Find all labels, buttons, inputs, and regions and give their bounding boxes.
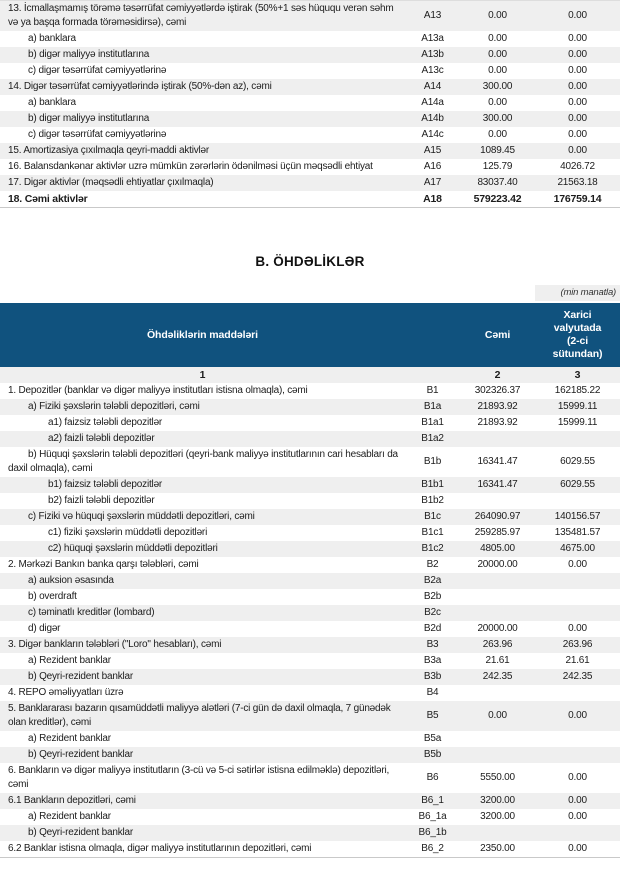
row-label: a) Rezident banklar [28,655,111,666]
row-label: 1. Depozitlər (banklar və digər maliyyə institutları istisna olmaqla), cəmi [8,385,308,396]
row-label: b2) faizli tələbli depozitlər [48,495,155,506]
row-foreign: 0.00 [535,701,620,731]
row-foreign: 15999.11 [535,399,620,415]
row-foreign: 0.00 [568,623,587,634]
row-label: 6.2 Banklar istisna olmaqla, digər maliyyə institutlarının depozitləri, cəmi [8,843,312,854]
row-foreign: 0.00 [568,129,587,140]
row-code: B6_1b [405,825,460,841]
table-row [0,175,620,191]
row-code: B2a [405,573,460,589]
table-row [0,159,620,175]
table-row [0,191,620,208]
table-row [0,399,620,415]
table-row [0,541,620,557]
row-code: B1c [405,509,460,525]
assets-table-body [0,1,620,208]
col-header-total: Cəmi [460,303,535,367]
row-total: 21.61 [485,655,510,666]
table-row [0,111,620,127]
table-row [0,793,620,809]
row-foreign [535,605,620,621]
row-code: B6_1a [418,811,447,822]
row-total: 5550.00 [480,772,515,783]
row-foreign: 0.00 [568,559,587,570]
row-total: 259285.97 [474,527,521,538]
table-row [0,509,620,525]
column-number-2: 2 [460,367,535,383]
row-total: 125.79 [482,161,513,172]
row-total: 3200.00 [480,811,515,822]
table-row [0,557,620,573]
row-label: b) Qeyri-rezident banklar [0,747,405,763]
row-total: 16341.47 [460,477,535,493]
row-label: a1) faizsiz tələbli depozitlər [48,417,163,428]
row-total: 300.00 [460,111,535,127]
row-label: c) digər təsərrüfat cəmiyyətlərinə [28,65,167,76]
table-row [0,637,620,653]
row-total: 4805.00 [460,541,535,557]
row-total: 264090.97 [460,509,535,525]
row-code: B3b [405,669,460,685]
row-label: b) Hüquqi şəxslərin tələbli depozitləri (qeyri-bank maliyyə institutlarının cari hesabları da daxil olmaqla), cəmi [8,449,398,474]
row-code: A14a [421,97,444,108]
row-code: B2b [423,591,442,602]
row-label: a) banklara [28,33,76,44]
row-foreign: 21.61 [565,655,590,666]
row-total [460,589,535,605]
row-label: a) auksion əsasında [0,573,405,589]
row-foreign: 0.00 [568,843,587,854]
row-label: 6.1 Bankların depozitləri, cəmi [0,793,405,809]
row-foreign: 0.00 [535,47,620,63]
table-row [0,573,620,589]
row-total: 21893.92 [460,399,535,415]
row-foreign: 263.96 [535,637,620,653]
row-total [460,825,535,841]
row-foreign: 6029.55 [560,456,595,467]
row-code: B1a2 [405,431,460,447]
row-total: 263.96 [460,637,535,653]
row-code: B6_1 [405,793,460,809]
table-row [0,525,620,541]
row-total [460,493,535,509]
table-row [0,47,620,63]
table-row [0,809,620,825]
table-row [0,731,620,747]
row-total [460,573,535,589]
row-label: 15. Amortizasiya çıxılmaqla qeyri-maddi aktivlər [0,143,405,159]
row-code: B5 [405,701,460,731]
col-header-foreign: Xarici valyutada (2-ci sütundan) [535,303,620,367]
row-foreign: 0.00 [535,79,620,95]
table-row [0,747,620,763]
row-foreign: 242.35 [535,669,620,685]
row-code: A13a [421,33,444,44]
row-foreign: 0.00 [568,97,587,108]
row-code: A16 [423,161,442,172]
row-label: c1) fiziki şəxslərin müddətli depozitləri [48,527,208,538]
row-foreign: 140156.57 [535,509,620,525]
table-row [0,605,620,621]
row-label: 4. REPO əməliyyatları üzrə [8,687,124,698]
row-code: B1b1 [405,477,460,493]
row-label: b) Qeyri-rezident banklar [0,669,405,685]
header-row [0,303,620,367]
row-foreign: 6029.55 [535,477,620,493]
row-total [460,685,535,701]
table-row [0,127,620,143]
row-code: A14c [421,129,444,140]
row-foreign: 176759.14 [553,193,602,205]
table-row [0,653,620,669]
row-foreign: 0.00 [568,772,587,783]
row-label: 14. Digər təsərrüfat cəmiyyətlərində iştirak (50%-dən az), cəmi [0,79,405,95]
row-total: 21893.92 [477,417,518,428]
row-total: 0.00 [488,33,507,44]
row-code: A14b [405,111,460,127]
table-row [0,415,620,431]
row-foreign [535,747,620,763]
table-row [0,825,620,841]
table-row [0,447,620,477]
row-code: A13b [405,47,460,63]
table-row [0,1,620,32]
row-label: a) banklara [28,97,76,108]
table-row [0,31,620,47]
row-label: b) digər maliyyə institutlarına [0,47,405,63]
row-label: c2) hüquqi şəxslərin müddətli depozitləri [0,541,405,557]
row-label: a) Fiziki şəxslərin tələbli depozitləri, cəmi [0,399,405,415]
row-foreign [535,493,620,509]
row-foreign: 0.00 [535,793,620,809]
row-foreign: 15999.11 [557,417,598,428]
table-row [0,63,620,79]
row-foreign: 0.00 [535,111,620,127]
row-code: B1a1 [421,417,444,428]
table-row [0,685,620,701]
row-total [460,747,535,763]
column-number-1: 1 [0,367,405,383]
row-foreign [535,685,620,701]
liabilities-table-body [0,383,620,858]
row-code: B5b [405,747,460,763]
row-code: B1 [426,385,439,396]
col-header-items: Öhdəliklərin maddələri [0,303,405,367]
row-code: A13 [405,1,460,32]
row-label: 18. Cəmi aktivlər [8,193,88,205]
row-code: B6 [426,772,439,783]
row-foreign: 162185.22 [554,385,601,396]
table-row [0,669,620,685]
row-total: 579223.42 [473,193,522,205]
row-code: B6_2 [421,843,444,854]
table-row [0,701,620,731]
row-total: 20000.00 [477,623,518,634]
table-row [0,431,620,447]
row-code: B3 [405,637,460,653]
row-label: 2. Mərkəzi Bankın banka qarşı tələbləri, cəmi [8,559,199,570]
row-code: B2d [423,623,442,634]
table-row [0,841,620,858]
row-label: a2) faizli tələbli depozitlər [0,431,405,447]
row-foreign [535,825,620,841]
row-total: 3200.00 [460,793,535,809]
row-foreign [535,573,620,589]
row-label: b) Qeyri-rezident banklar [0,825,405,841]
row-foreign: 0.00 [568,65,587,76]
row-label: 3. Digər bankların tələbləri ("Loro" hesabları), cəmi [0,637,405,653]
row-foreign [535,589,620,605]
row-code: B1b2 [421,495,444,506]
row-total [460,605,535,621]
row-foreign: 4026.72 [560,161,595,172]
table-row [0,383,620,399]
row-code: B5a [423,733,442,744]
row-total: 302326.37 [474,385,521,396]
row-label: d) digər [28,623,61,634]
row-label: 16. Balansdankənar aktivlər uzrə mümkün zərərlərin ödənilməsi üçün məqsədli ehtiyat [8,161,373,172]
table-row [0,621,620,637]
assets-table [0,0,620,208]
table-row [0,79,620,95]
row-label: b) overdraft [28,591,77,602]
row-code: A14 [405,79,460,95]
row-label: b1) faizsiz tələbli depozitlər [0,477,405,493]
row-total: 20000.00 [477,559,518,570]
liabilities-section-title: B. ÖHDƏLİKLƏR [255,254,365,269]
row-foreign [535,731,620,747]
column-number-3: 3 [535,367,620,383]
row-label: 13. İcmallaşmamış törəmə təsərrüfat cəmiyyətlərdə iştirak (50%+1 səs hüququ verən səhm və ya başqa formada törəməsidirsə), cəmi [0,1,405,32]
row-label: c) digər təsərrüfat cəmiyyətlərinə [28,129,167,140]
row-total: 0.00 [488,65,507,76]
row-code: B1c2 [405,541,460,557]
row-foreign: 135481.57 [554,527,601,538]
row-total: 242.35 [460,669,535,685]
row-label: 5. Banklararası bazarın qısamüddətli maliyyə alətləri (7-ci gün də daxil olmaqla, 7 günədək olan kreditlər), cəmi [0,701,405,731]
row-label: b) digər maliyyə institutlarına [0,111,405,127]
row-code: A17 [405,175,460,191]
row-label: a) Rezident banklar [28,811,111,822]
row-code: A18 [423,193,442,205]
row-total [460,431,535,447]
table-row [0,95,620,111]
row-foreign: 0.00 [535,143,620,159]
row-foreign: 4675.00 [535,541,620,557]
table-row [0,477,620,493]
row-total [460,731,535,747]
row-foreign: 21563.18 [535,175,620,191]
row-label: c) təminatlı kreditlər (lombard) [0,605,405,621]
row-total: 1089.45 [460,143,535,159]
table-row [0,493,620,509]
row-foreign [535,431,620,447]
row-total: 300.00 [460,79,535,95]
row-label: 6. Bankların və digər maliyyə institutların (3-cü və 5-ci sətirlər istisna edilməklə) depozitləri, cəmi [8,765,390,790]
table-row [0,763,620,793]
table-row [0,143,620,159]
row-label: 17. Digər aktivlər (məqsədli ehtiyatlar çıxılmaqla) [0,175,405,191]
row-foreign: 0.00 [568,811,587,822]
row-code: B1c1 [421,527,444,538]
row-label: c) Fiziki və hüquqi şəxslərin müddətli depozitləri, cəmi [0,509,405,525]
row-label: a) Rezident banklar [28,733,111,744]
col-header-code-spacer [405,303,460,367]
row-total: 0.00 [460,47,535,63]
column-number-row [0,367,620,383]
row-total: 2350.00 [480,843,515,854]
column-number-spacer [405,367,460,383]
unit-note: (min manatla) [535,285,620,301]
unit-note-row [0,285,620,301]
row-total: 0.00 [488,129,507,140]
row-foreign: 0.00 [535,1,620,32]
row-total: 83037.40 [460,175,535,191]
table-row [0,589,620,605]
row-code: A15 [405,143,460,159]
row-foreign: 0.00 [568,33,587,44]
row-code: B2c [405,605,460,621]
row-total: 0.00 [488,97,507,108]
row-code: B2 [426,559,439,570]
row-code: B4 [426,687,439,698]
row-total: 0.00 [460,701,535,731]
row-code: A13c [421,65,444,76]
liabilities-table-header [0,303,620,383]
row-total: 16341.47 [477,456,518,467]
row-total: 0.00 [460,1,535,32]
row-code: B1b [423,456,442,467]
liabilities-table [0,303,620,858]
row-code: B1a [405,399,460,415]
row-code: B3a [423,655,442,666]
